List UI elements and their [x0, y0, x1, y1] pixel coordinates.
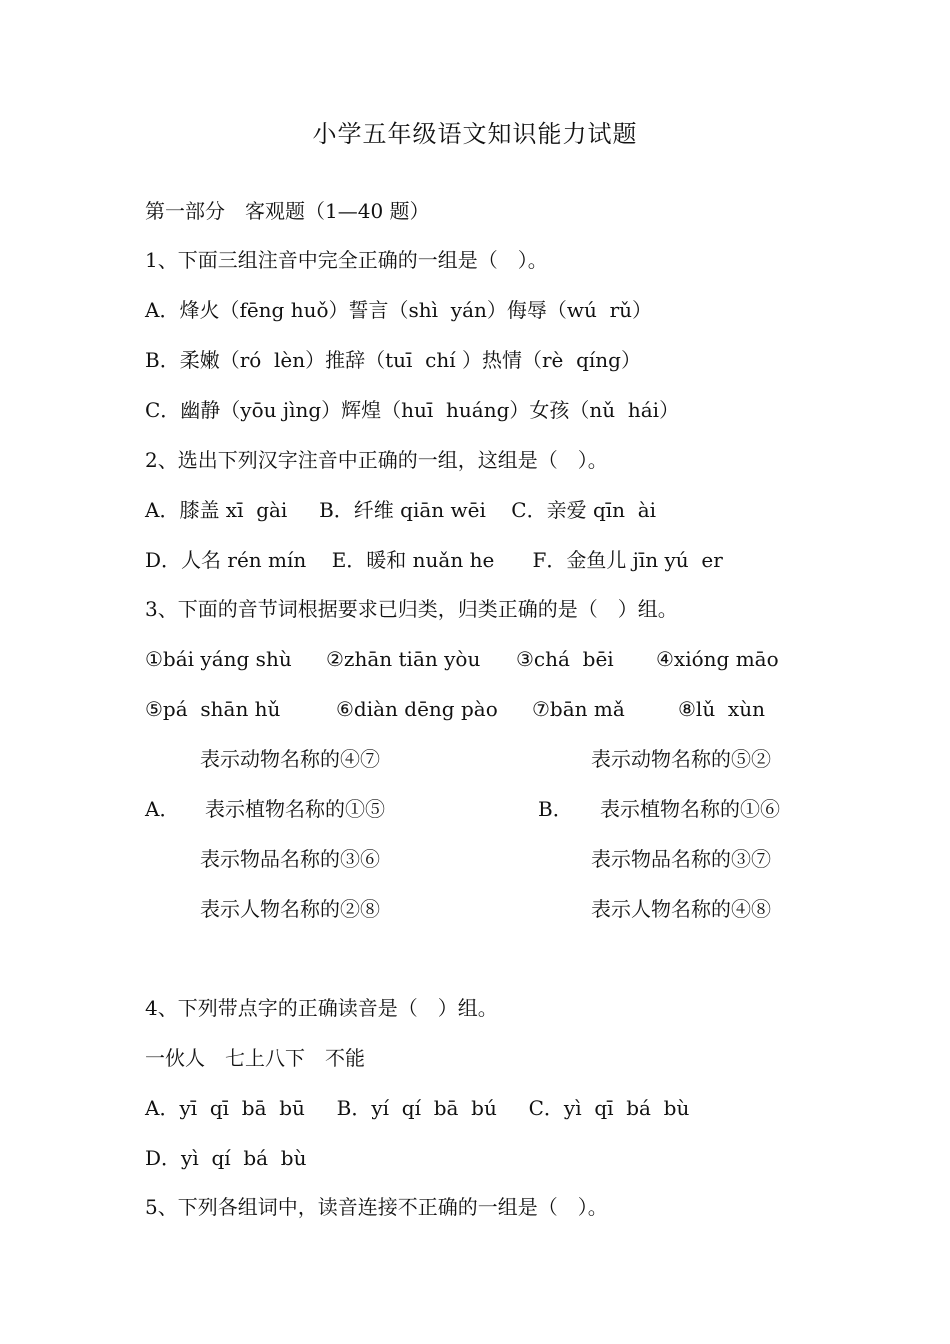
- question-3-item: ③chá bēi: [516, 647, 614, 671]
- question-3-option-a-line: 表示动物名称的④⑦: [200, 747, 380, 771]
- question-3-option-a-line: 表示物品名称的③⑥: [200, 847, 380, 871]
- question-2-stem: 2、选出下列汉字注音中正确的一组，这组是（ ）。: [145, 448, 608, 472]
- question-5-stem: 5、下列各组词中，读音连接不正确的一组是（ ）。: [145, 1195, 608, 1219]
- question-2-options-row-2: D．人名 rén mín E．暖和 nuǎn he F．金鱼儿 jīn yú er: [145, 548, 723, 572]
- question-3-item: ④xióng māo: [656, 647, 779, 671]
- question-3-stem: 3、下面的音节词根据要求已归类，归类正确的是（ ）组。: [145, 597, 678, 621]
- question-3-option-b-label: B．: [538, 797, 573, 821]
- question-4-options-row-1: A．yī qī bā bū B．yí qí bā bú C．yì qī bá bù: [145, 1096, 690, 1120]
- question-3-option-b-line: 表示植物名称的①⑥: [600, 797, 780, 821]
- question-3-item: ②zhān tiān yòu: [326, 647, 481, 671]
- section-heading: 第一部分 客观题（1—40 题）: [145, 199, 430, 223]
- question-1-option-c: C．幽静（yōu jìng）辉煌（huī huáng）女孩（nǔ hái）: [145, 398, 680, 422]
- question-3-item: ⑤pá shān hǔ: [145, 697, 281, 721]
- page-title: 小学五年级语文知识能力试题: [312, 120, 638, 148]
- question-3-option-b-line: 表示物品名称的③⑦: [591, 847, 771, 871]
- question-3-item: ①bái yáng shù: [145, 647, 292, 671]
- question-2-options-row-1: A．膝盖 xī gài B．纤维 qiān wēi C．亲爱 qīn ài: [145, 498, 657, 522]
- question-3-item: ⑦bān mǎ: [532, 697, 625, 721]
- question-4-options-row-2: D．yì qí bá bù: [145, 1146, 307, 1170]
- question-1-option-b: B．柔嫩（ró lèn）推辞（tuī chí ）热情（rè qíng）: [145, 348, 641, 372]
- question-3-option-a-line: 表示植物名称的①⑤: [205, 797, 385, 821]
- question-1-stem: 1、下面三组注音中完全正确的一组是（ ）。: [145, 248, 548, 272]
- question-3-option-b-line: 表示动物名称的⑤②: [591, 747, 771, 771]
- question-3-item: ⑧lǔ xùn: [678, 697, 765, 721]
- question-3-item: ⑥diàn dēng pào: [336, 697, 498, 721]
- question-3-option-b-line: 表示人物名称的④⑧: [591, 897, 771, 921]
- question-1-option-a: A．烽火（fēng huǒ）誓言（shì yán）侮辱（wú rǔ）: [145, 298, 653, 322]
- question-4-stem: 4、下列带点字的正确读音是（ ）组。: [145, 996, 498, 1020]
- question-3-option-a-label: A．: [145, 797, 180, 821]
- question-4-words: 一伙人 七上八下 不能: [145, 1046, 365, 1070]
- question-3-option-a-line: 表示人物名称的②⑧: [200, 897, 380, 921]
